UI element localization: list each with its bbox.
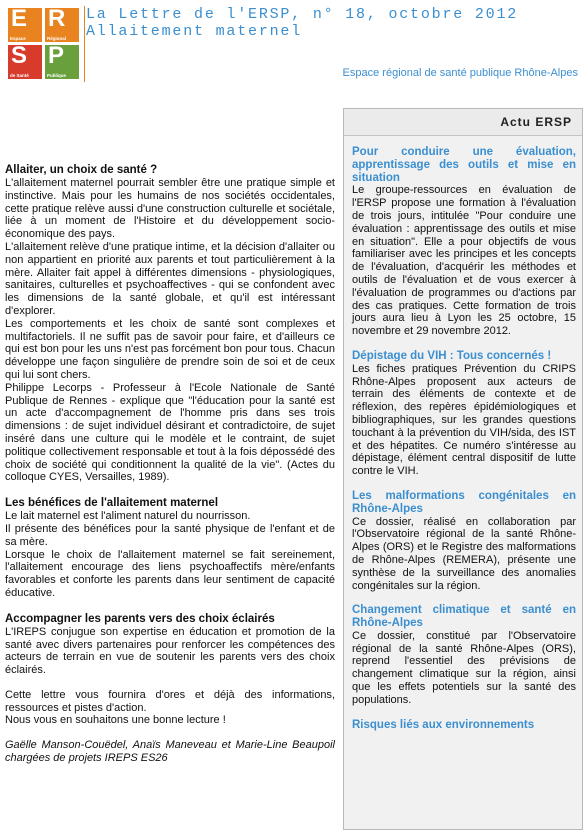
paragraph: Les comportements et les choix de santé sont complexes et multifactoriels. Il ne suffit pas de savoir pour faire, et d'ailleurs ce qui est bon pour les uns n'est pas forcément bon pour tous. Chacun développe une façon singulière de prendre soin de soi et de ceux qui lui sont chers. [5, 317, 335, 381]
section-heading: Accompagner les parents vers des choix éclairés [5, 612, 275, 625]
paragraph: Il présente des bénéfices pour la santé physique de l'enfant et de sa mère. [5, 522, 335, 548]
paragraph: L'allaitement maternel pourrait sembler être une pratique simple et instinctive. Mais pour les humains de nos sociétés occidentales, cette pratique relève aussi d'une construction culturelle et sociétale, liée à un moment de l'Histoire et du développement socio-économique des pays. [5, 177, 335, 241]
organization-name: Espace régional de santé publique Rhône-Alpes [342, 67, 578, 79]
spacer [5, 727, 335, 739]
news-title-link[interactable]: Risques liés aux environnements [352, 718, 535, 731]
ersp-logo [8, 5, 80, 80]
news-text: Ce dossier, réalisé en collaboration par l'Observatoire régional de la santé Rhône-Alpes (ORS) et le Registre des malformations de Rhône-Alpes (REMERA), présente une synthèse de la surveillance des anomalies congénitales sur la région. [352, 515, 576, 592]
news-text: Les fiches pratiques Prévention du CRIPS Rhône-Alpes proposent aux acteurs de terrain des éléments de contexte et de réflexion, des repères épidémiologiques et bibliographiques, sur les grandes questions touchant à la prévention du VIH/sida, des IST et des hépatites. Ce numéro s'intéresse au dépistage, élément central dispositif de lutte contre le VIH. [352, 362, 576, 478]
logo-tile-r: R Régional [45, 8, 79, 42]
paragraph: L'allaitement relève d'une pratique intime, et la décision d'allaiter ou non appartient en priorité aux parents et tout particulièrement à la mère. Allaiter fait appel à différentes dimensions - physiologiques, sanitaires, culturelles et psychoaffectives - qui se confondent avec les dimensions de la santé globale, et qu'il est intéressant d'explorer. [5, 240, 335, 317]
news-title-link[interactable]: Les malformations congénitales en Rhône-Alpes [352, 489, 576, 515]
spacer [5, 484, 335, 496]
logo-tile-e: E Espace [8, 8, 42, 42]
news-item [352, 350, 576, 478]
news-title-link[interactable]: Pour conduire une évaluation, apprentissage des outils et mise en situation [352, 146, 576, 184]
spacer [5, 677, 335, 689]
newsletter-topic: Allaitement maternel [86, 23, 303, 40]
signature: Gaëlle Manson-Couëdel, Anaïs Maneveau et Marie-Line Beaupoil chargées de projets IREPS ES26 [5, 739, 335, 765]
news-item [352, 719, 576, 732]
news-item [352, 146, 576, 338]
news-list [344, 136, 582, 731]
closing-paragraph: Cette lettre vous fournira d'ores et déjà des informations, ressources et pistes d'action. [5, 688, 335, 714]
logo-tile-s: S de Santé [8, 45, 42, 79]
actu-sidebar [343, 108, 583, 830]
news-item [352, 604, 576, 706]
editorial-article [5, 163, 335, 765]
paragraph: Le lait maternel est l'aliment naturel du nourrisson. [5, 510, 251, 523]
paragraph: L'IREPS conjugue son expertise en éducation et promotion de la santé avec divers partenaires pour renforcer les compétences des acteurs de terrain en vue de soutenir les parents vers des choix éclairés. [5, 625, 335, 677]
paragraph: Lorsque le choix de l'allaitement maternel se fait sereinement, l'allaitement encourage des liens psychoaffectifs mère/enfants favorables et conforte les parents dans leur sentiment de capacité éducative. [5, 548, 335, 599]
logo-divider [84, 6, 85, 82]
section-heading: Les bénéfices de l'allaitement maternel [5, 497, 219, 510]
news-title-link[interactable]: Dépistage du VIH : Tous concernés ! [352, 349, 552, 362]
closing-paragraph: Nous vous en souhaitons une bonne lecture ! [5, 714, 226, 727]
section-heading: Allaiter, un choix de santé ? [5, 164, 158, 176]
logo-tile-p: P Publique [45, 45, 79, 79]
paragraph: Philippe Lecorps - Professeur à l'Ecole Nationale de Santé Publique de Rennes - explique que "l'éducation pour la santé est un acte d'accompagnement de l'homme pris dans ses trois dimensions : de sujet individuel désirant et contradictoire, de sujet inséré dans une culture qui le modèle et le contraint, de sujet politique collectivement responsable et tout à la fois dépossédé des choix de société qui conditionnent la qualité de la vie". (Actes du colloque CYES, Versailles, 1989). [5, 381, 335, 484]
sidebar-heading: Actu ERSP [344, 109, 582, 136]
news-item [352, 490, 576, 592]
news-title-link[interactable]: Changement climatique et santé en Rhône-Alpes [352, 604, 576, 630]
newsletter-title: La Lettre de l'ERSP, n° 18, octobre 2012 [86, 6, 519, 23]
spacer [5, 600, 335, 612]
news-text: Ce dossier, constitué par l'Observatoire régional de la santé Rhône-Alpes (ORS), reprend l'essentiel des prévisions de changement climatique sur la région, ainsi que les effets potentiels sur la santé des populations. [352, 629, 576, 706]
news-text: Le groupe-ressources en évaluation de l'ERSP propose une formation à l'évaluation de trois jours, intitulée "Pour conduire une évaluation : apprentissage des outils et mise en situation". Elle a pour objectifs de vous familiariser avec les principes et les concepts de l'évaluation, d'acquérir les méthodes et outils de l'évaluation et de vous exercer à l'évaluation de programmes ou d'actions par des cas pratiques. Cette formation de trois jours aura lieu à Lyon les 25 octobre, 15 novembre et 29 novembre 2012. [352, 184, 576, 338]
